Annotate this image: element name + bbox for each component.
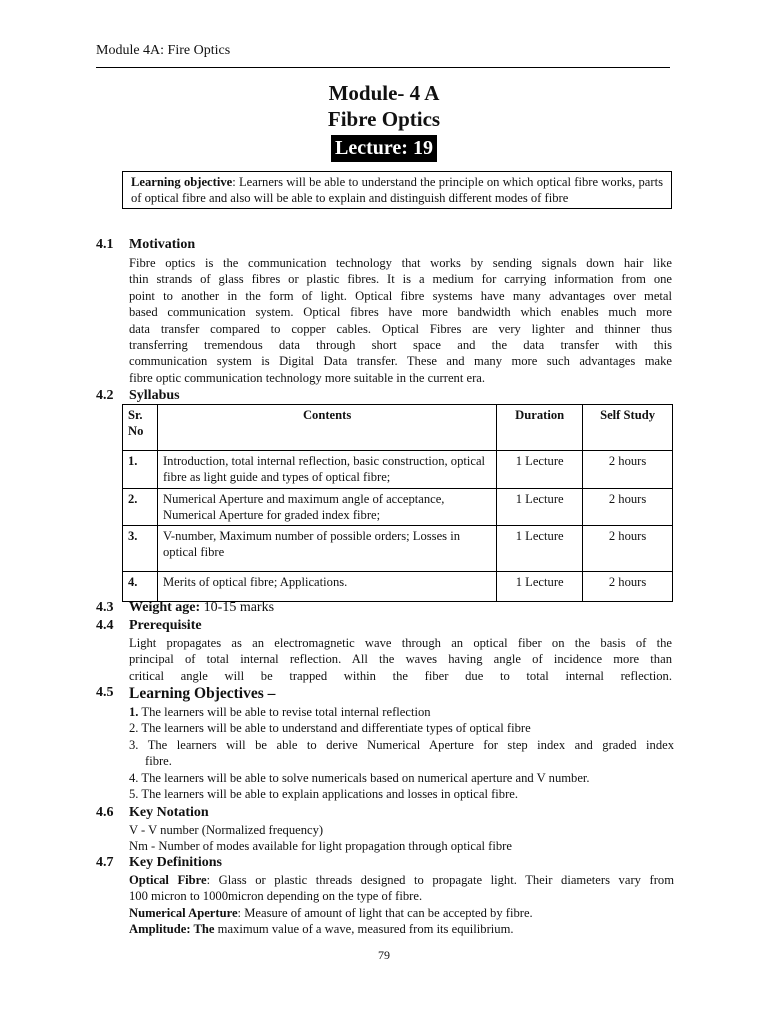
list-item-number: 2. <box>129 721 139 736</box>
module-title: Module- 4 A <box>328 81 440 105</box>
notation-list <box>129 822 674 855</box>
section-title: Motivation <box>129 237 196 252</box>
paragraph-line: data transfer compared to copper cables. Optical Fibres are very lighter and thinner thus <box>129 321 672 336</box>
section-number: 4.1 <box>96 237 114 252</box>
list-item-number: 3. <box>129 737 139 752</box>
definition-item <box>129 905 674 921</box>
objectives-list <box>129 704 674 802</box>
table-cell: 2 hours <box>583 489 673 526</box>
list-item-number: 4. <box>129 770 139 785</box>
definition-text: : Measure of amount of light that can be accepted by fibre. <box>237 905 533 920</box>
section-number: 4.7 <box>96 855 114 870</box>
paragraph-line: principal of total internal reflection. All the waves having angle of incidence more than <box>129 652 672 667</box>
title-block <box>0 80 768 162</box>
definition-term: Numerical Aperture <box>129 905 238 920</box>
column-header: Duration <box>497 405 583 451</box>
page-number: 79 <box>378 948 390 962</box>
running-header: Module 4A: Fire Optics <box>96 43 231 58</box>
section-title: Syllabus <box>129 388 180 403</box>
section-title: Key Notation <box>129 805 209 820</box>
column-header: Contents <box>157 405 496 451</box>
notation-line: Nm - Number of modes available for light propagation through optical fibre <box>129 839 512 854</box>
section-number: 4.4 <box>96 618 114 633</box>
definition-term: Amplitude: The <box>129 922 215 937</box>
notation-line: V - V number (Normalized frequency) <box>129 823 324 837</box>
table-cell: Merits of optical fibre; Applications. <box>157 572 496 602</box>
subject-title: Fibre Optics <box>327 107 441 131</box>
paragraph-line: Light propagates as an electromagnetic wave through an optical fiber on the basis of the <box>129 636 672 650</box>
weightage-value: 10-15 marks <box>203 600 275 615</box>
learning-objective-label: Learning objective <box>131 175 233 189</box>
table-cell: V-number, Maximum number of possible orders; Losses in optical fibre <box>157 526 496 572</box>
table-cell: 2 hours <box>583 572 673 602</box>
section-number: 4.3 <box>96 600 114 615</box>
definition-text: maximum value of a wave, measured from its equilibrium. <box>214 922 514 937</box>
list-item <box>129 737 674 753</box>
definition-term: Optical Fibre <box>129 873 207 887</box>
list-item <box>129 786 674 802</box>
list-item-number: 5. <box>129 787 139 802</box>
table-cell: 4. <box>123 572 158 602</box>
table-cell: 1 Lecture <box>497 526 583 572</box>
table-cell: 1 Lecture <box>497 489 583 526</box>
definitions-list <box>129 872 674 938</box>
table-cell: 2. <box>123 489 158 526</box>
table-cell: 1. <box>123 451 158 489</box>
definition-text: : Glass or plastic threads designed to propagate light. Their diameters vary from <box>206 873 674 887</box>
table-row <box>123 451 673 489</box>
section-number: 4.2 <box>96 388 114 403</box>
section-title <box>129 600 274 616</box>
paragraph-line: thin strands of glass fibres or plastic fibres. It is a medium for carrying information from one <box>129 272 672 287</box>
paragraph-line: critical angle will be trapped within the fiber due to total internal reflection. <box>129 668 672 683</box>
section-title: Prerequisite <box>129 618 202 633</box>
table-row <box>123 489 673 526</box>
table-cell: Numerical Aperture and maximum angle of acceptance, Numerical Aperture for graded index fibre; <box>157 489 496 526</box>
definition-continuation: 100 micron to 1000micron depending on the type of fibre. <box>129 889 423 904</box>
list-item-text: The learners will be able to revise total internal reflection <box>138 705 431 719</box>
list-item <box>129 770 674 786</box>
syllabus-table <box>122 404 673 602</box>
definition-item <box>129 872 674 888</box>
learning-objective-text: : Learners will be able to understand the principle on which optical fibre works, parts of optical fibre and also will be able to explain and distinguish different modes of fibre <box>131 175 663 205</box>
paragraph-line: based communication system. Optical fibres have more bandwidth which enables much more <box>129 305 672 320</box>
list-item-text: The learners will be able to solve numericals based on numerical aperture and V number. <box>138 770 590 785</box>
definition-item <box>129 921 674 937</box>
weightage-label: Weight age: <box>129 600 201 615</box>
table-header-row <box>123 405 673 451</box>
paragraph-line: communication system is Digital Data transfer. These and many more such advantages make <box>129 354 672 369</box>
learning-objective-box <box>122 171 672 209</box>
list-item-text: The learners will be able to derive Numerical Aperture for step index and graded index <box>138 737 674 752</box>
table-cell: 2 hours <box>583 451 673 489</box>
column-header: Sr. No <box>123 405 158 451</box>
section-title: Key Definitions <box>129 855 222 870</box>
paragraph-line: point to another in the form of light. Optical fibre systems have many advantages over metal <box>129 288 672 303</box>
header-rule <box>96 67 670 68</box>
section-number: 4.5 <box>96 685 114 700</box>
lecture-label: Lecture: 19 <box>331 135 437 162</box>
table-cell: Introduction, total internal reflection, basic construction, optical fibre as light guide and types of optical fibre; <box>157 451 496 489</box>
paragraph-line: transferring tremendous data through short space and the data transfer with this <box>129 338 672 353</box>
prerequisite-paragraph <box>129 635 672 684</box>
column-header: Self Study <box>583 405 673 451</box>
list-item <box>129 704 674 720</box>
list-item-text: The learners will be able to understand and differentiate types of optical fibre <box>138 721 531 736</box>
list-item-number: 1. <box>129 705 139 719</box>
list-item-text: The learners will be able to explain applications and losses in optical fibre. <box>138 787 519 802</box>
paragraph-line: fibre optic communication technology more suitable in the current era. <box>129 370 486 385</box>
paragraph-line: Fibre optics is the communication technology that works by sending signals down hair like <box>129 256 672 270</box>
table-cell: 1 Lecture <box>497 572 583 602</box>
section-title: Learning Objectives – <box>129 685 276 702</box>
table-cell: 2 hours <box>583 526 673 572</box>
table-cell: 3. <box>123 526 158 572</box>
table-cell: 1 Lecture <box>497 451 583 489</box>
table-row <box>123 572 673 602</box>
list-item <box>129 720 674 736</box>
table-row <box>123 526 673 572</box>
list-item-continuation: fibre. <box>145 754 172 769</box>
motivation-paragraph <box>129 255 672 386</box>
section-number: 4.6 <box>96 805 114 820</box>
